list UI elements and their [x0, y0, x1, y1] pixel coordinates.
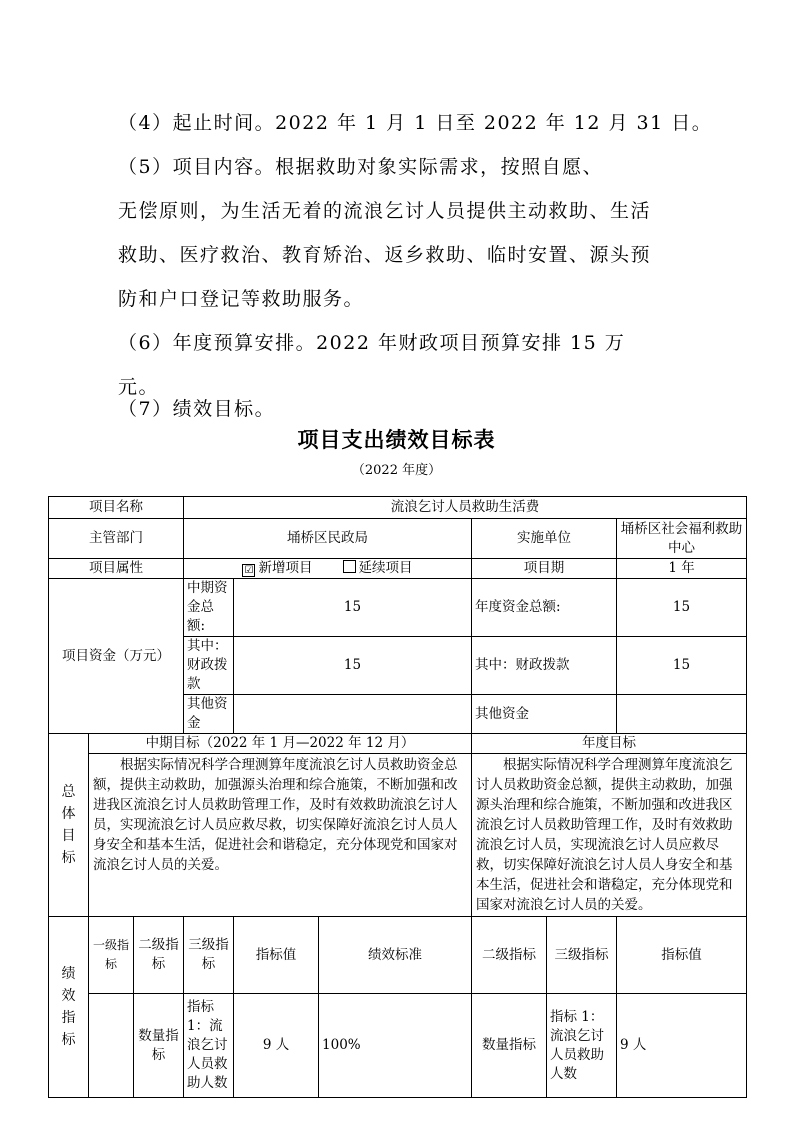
paragraph-content-line4: 防和户口登记等救助服务。 [118, 288, 365, 310]
dept-value: 埇桥区民政局 [184, 519, 472, 559]
row-project-name [49, 497, 747, 519]
impl-label: 实施单位 [472, 519, 617, 559]
year-total-label: 年度资金总额: [472, 579, 617, 637]
year-goal-text: 根据实际情况科学合理测算年度流浪乞讨人员救助资金总额，提供主动救助，加强源头治理和综合施策，不断加强和改进我区流浪乞讨人员救助管理工作，及时有效救助流浪乞讨人员，实现流浪乞讨人员应救尽救，切实保障好流浪乞讨人员人身安全和基本生活，促进社会和谐稳定，充分体现党和国家对流浪乞讨人员的关爱。 [472, 754, 747, 917]
row1-value: 9 人 [234, 994, 319, 1098]
project-name-value: 流浪乞讨人员救助生活费 [184, 497, 747, 519]
attr-options [184, 559, 472, 579]
table-title: 项目支出绩效目标表 [297, 428, 496, 452]
mid-fiscal-label: 其中：财政拨款 [184, 637, 234, 695]
header-value: 指标值 [234, 917, 319, 994]
attr-label: 项目属性 [49, 559, 184, 579]
empty-checkbox-icon [343, 560, 356, 573]
year-goal-header: 年度目标 [472, 734, 747, 754]
checked-checkbox-icon: ☑ [242, 564, 255, 577]
header-level3-b: 三级指标 [547, 917, 617, 994]
table-year: （2022 年度） [351, 463, 442, 478]
row1-level2: 数量指标 [134, 994, 184, 1098]
mid-other-value [234, 695, 472, 734]
row1-level2-b: 数量指标 [472, 994, 547, 1098]
mid-total-label: 中期资金总额: [184, 579, 234, 637]
header-level2: 二级指标 [134, 917, 184, 994]
period-label: 项目期 [472, 559, 617, 579]
row1-standard: 100% [319, 994, 472, 1098]
mid-goal-header: 中期目标（2022 年 1 月—2022 年 12 月） [89, 734, 472, 754]
impl-value: 埇桥区社会福利救助中心 [617, 519, 747, 559]
row1-value-b: 9 人 [617, 994, 747, 1098]
paragraph-content-line1: （5）项目内容。根据救助对象实际需求，按照自愿、 [118, 156, 604, 178]
row-attribute [49, 559, 747, 579]
funds-label: 项目资金（万元） [49, 579, 184, 734]
year-fiscal-label: 其中：财政拨款 [472, 637, 617, 695]
year-other-value [617, 695, 747, 734]
paragraph-start-end-time: （4）起止时间。2022 年 1 月 1 日至 2022 年 12 月 31 日。 [118, 112, 713, 134]
project-name-label: 项目名称 [49, 497, 184, 519]
paragraph-content-line2: 无偿原则，为生活无着的流浪乞讨人员提供主动救助、生活 [118, 200, 652, 222]
period-value: 1 年 [617, 559, 747, 579]
row1-level3: 指标 1：流浪乞讨人员救助人数 [184, 994, 234, 1098]
performance-target-table [48, 496, 747, 1098]
row1-level3-b: 指标 1：流浪乞讨人员救助人数 [547, 994, 617, 1098]
year-total-value: 15 [617, 579, 747, 637]
paragraph-performance-goal: （7）绩效目标。 [118, 398, 276, 420]
row-goal-header [49, 734, 747, 754]
mid-other-label: 其他资金 [184, 695, 234, 734]
paragraph-budget-line2: 元。 [118, 376, 160, 398]
row1-level1 [89, 994, 134, 1098]
performance-indicator-label: 绩效指标 [49, 917, 89, 1098]
mid-total-value: 15 [234, 579, 472, 637]
year-other-label: 其他资金 [472, 695, 617, 734]
row-department [49, 519, 747, 559]
paragraph-budget-line1: （6）年度预算安排。2022 年财政项目预算安排 15 万 [118, 332, 626, 354]
dept-label: 主管部门 [49, 519, 184, 559]
paragraph-content-line3: 救助、医疗救治、教育矫治、返乡救助、临时安置、源头预 [118, 244, 652, 266]
overall-goal-label: 总体目标 [49, 734, 89, 917]
row-indicator-1 [49, 994, 747, 1098]
header-value-b: 指标值 [617, 917, 747, 994]
row-goal-text [49, 754, 747, 917]
row-funds-total [49, 579, 747, 637]
attr-cont-label: 延续项目 [358, 560, 413, 576]
mid-fiscal-value: 15 [234, 637, 472, 695]
header-standard: 绩效标准 [319, 917, 472, 994]
header-level3: 三级指标 [184, 917, 234, 994]
mid-goal-text: 根据实际情况科学合理测算年度流浪乞讨人员救助资金总额，提供主动救助，加强源头治理和综合施策，不断加强和改进我区流浪乞讨人员救助管理工作，及时有效救助流浪乞讨人员，实现流浪乞讨人员应救尽救，切实保障好流浪乞讨人员人身安全和基本生活，促进社会和谐稳定，充分体现党和国家对流浪乞讨人员的关爱。 [89, 754, 472, 917]
attr-new-label: 新增项目 [258, 560, 313, 576]
row-indicator-header [49, 917, 747, 994]
header-level1: 一级指标 [89, 917, 134, 994]
header-level2-b: 二级指标 [472, 917, 547, 994]
year-fiscal-value: 15 [617, 637, 747, 695]
